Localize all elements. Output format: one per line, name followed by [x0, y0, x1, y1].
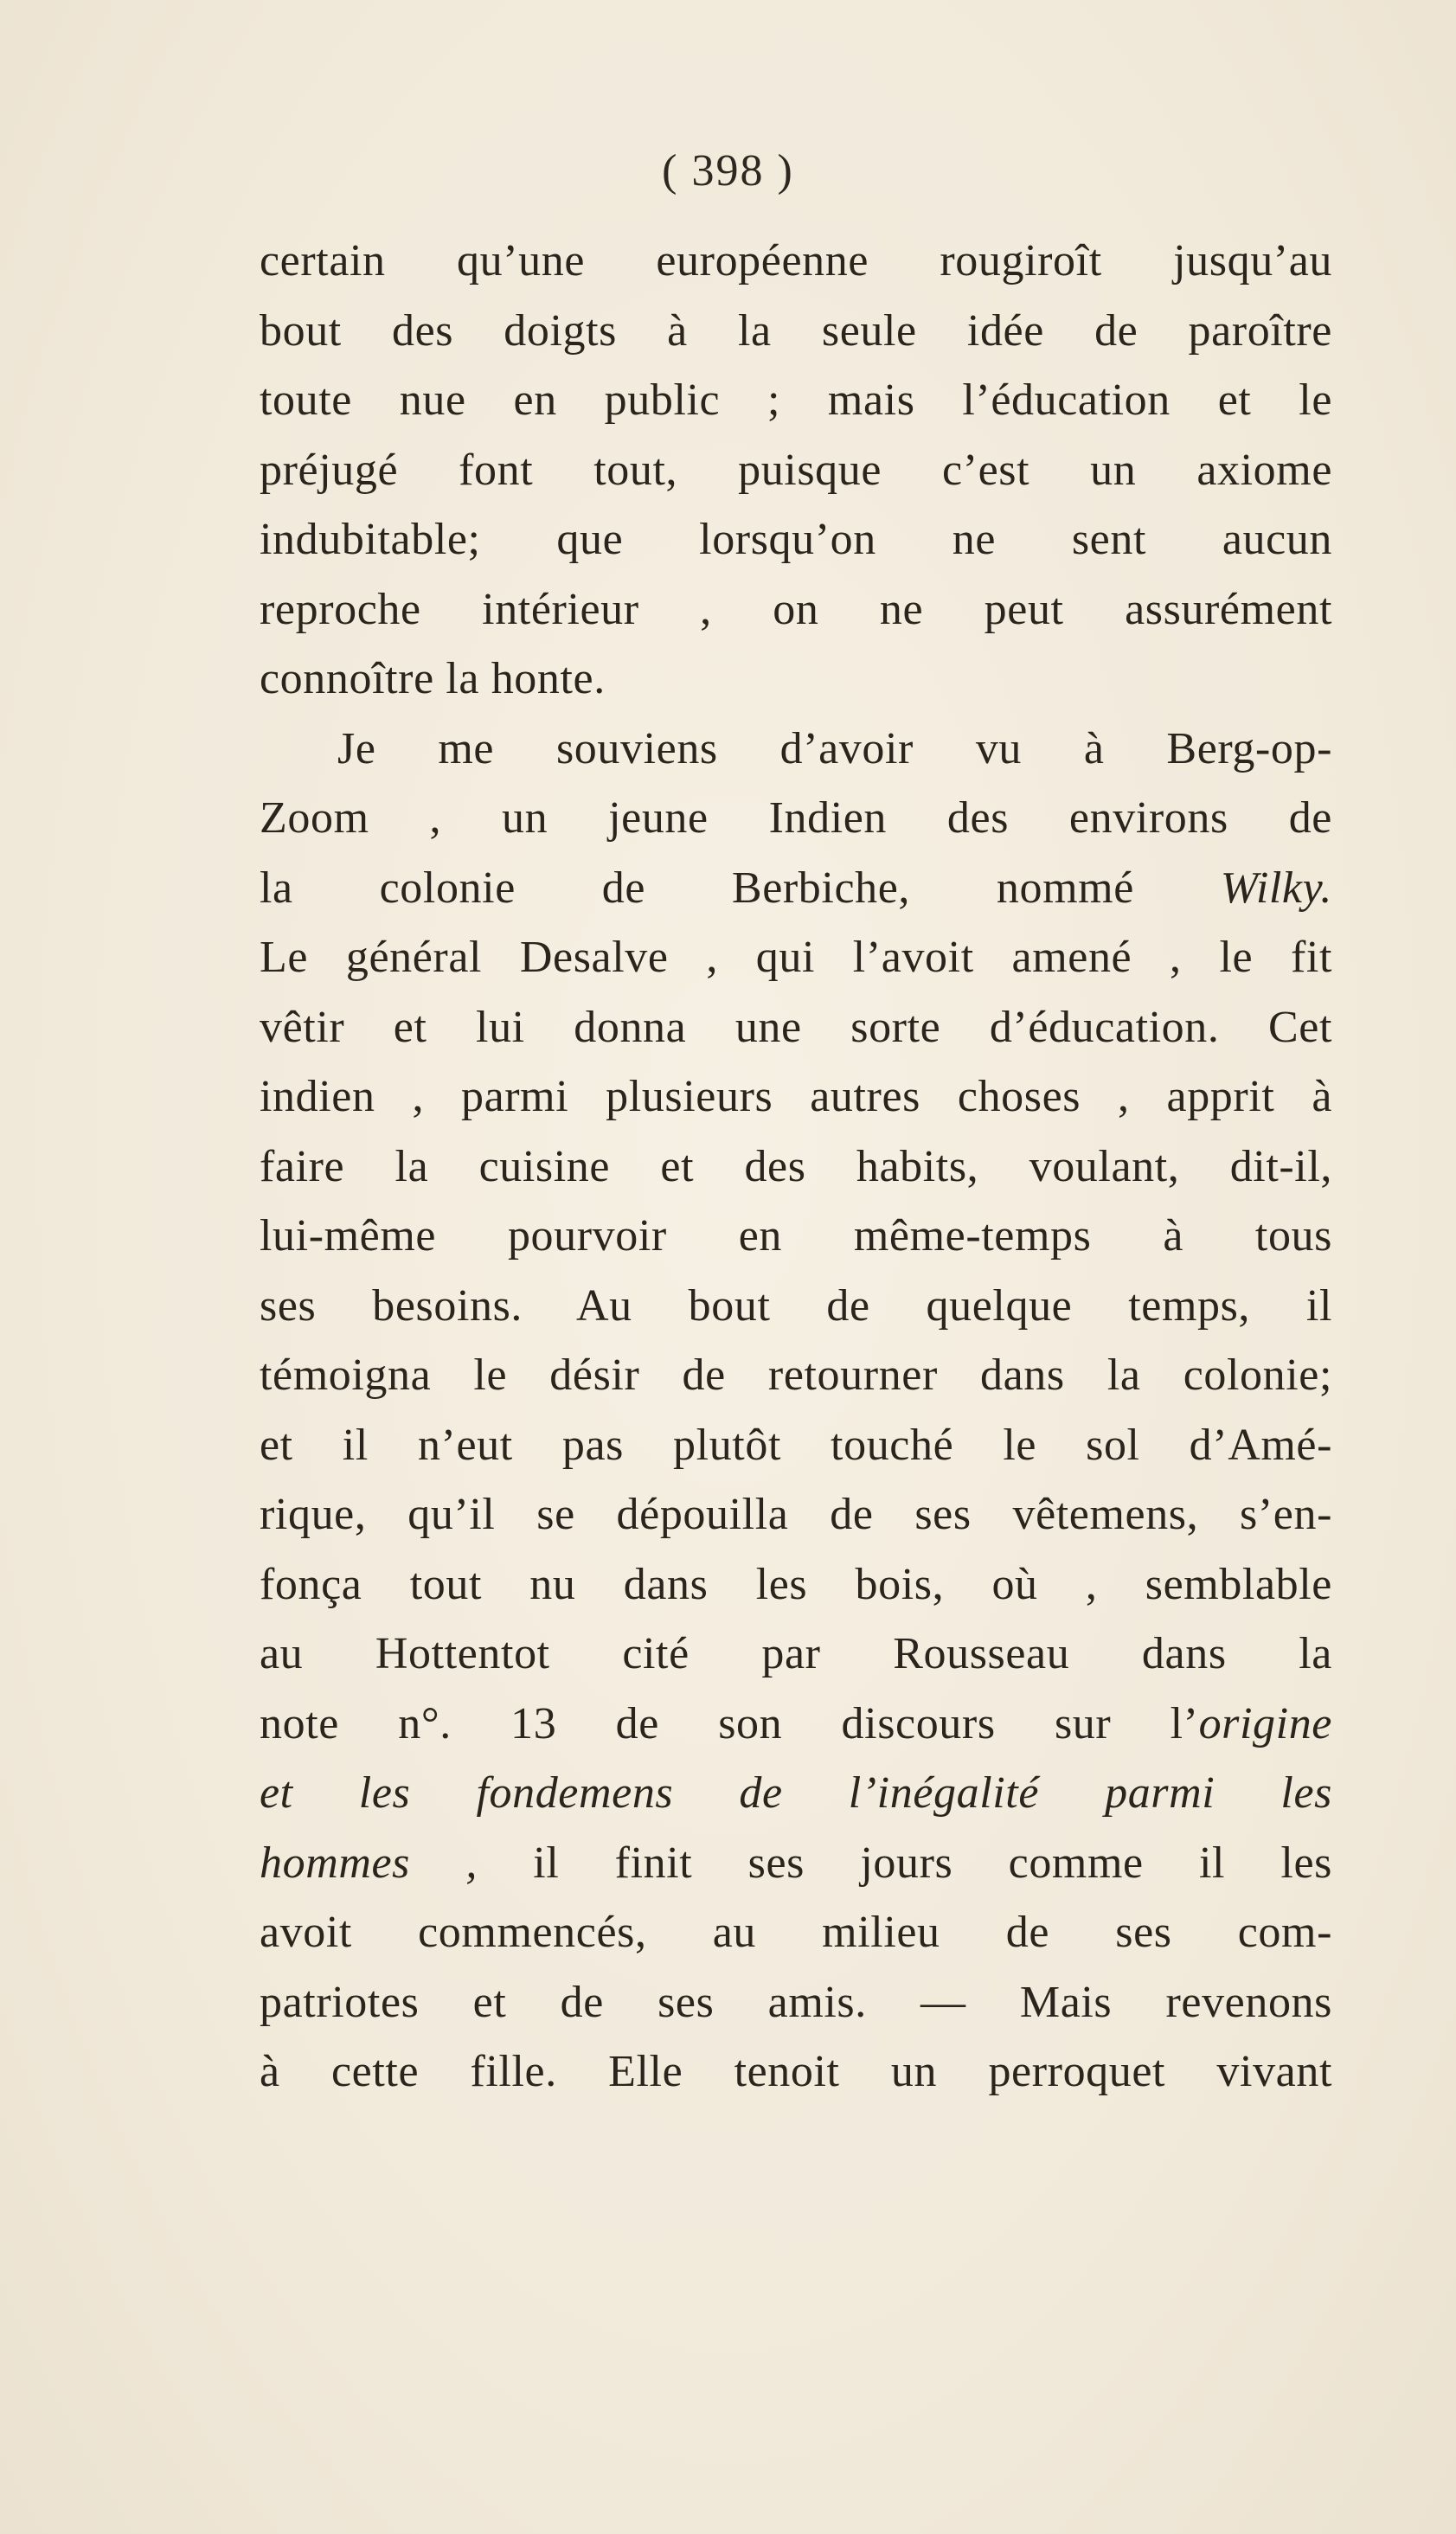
text-line: fonça tout nu dans les bois, où , semblable	[260, 1559, 1332, 1609]
text-line: et les fondemens de l’inégalité parmi les	[260, 1768, 1332, 1818]
text-line: témoigna le désir de retourner dans la colonie;	[260, 1350, 1332, 1400]
text-line: ses besoins. Au bout de quelque temps, il	[260, 1280, 1332, 1331]
text-line: toute nue en public ; mais l’éducation et le	[260, 375, 1332, 425]
text-line: vêtir et lui donna une sorte d’éducation. Cet	[260, 1002, 1332, 1052]
text-line: reproche intérieur , on ne peut assurément	[260, 584, 1332, 634]
text-line: rique, qu’il se dépouilla de ses vêtemens, s’en-	[260, 1490, 1332, 1539]
page-number: ( 398 )	[662, 146, 794, 196]
text-line: patriotes et de ses amis. — Mais revenons	[260, 1977, 1332, 2027]
text-line: Je me souviens d’avoir vu à Berg-op-	[337, 723, 1332, 773]
text-line: Zoom , un jeune Indien des environs de	[260, 793, 1332, 843]
text-line: indien , parmi plusieurs autres choses , apprit à	[260, 1072, 1332, 1121]
text-line: Le général Desalve , qui l’avoit amené , le fit	[260, 933, 1332, 982]
text-line: lui-même pourvoir en même-temps à tous	[260, 1211, 1332, 1261]
text-line: hommes , il finit ses jours comme il les	[260, 1838, 1332, 1888]
text-line: au Hottentot cité par Rousseau dans la	[260, 1629, 1332, 1678]
text-line: certain qu’une européenne rougiroît jusqu’au	[260, 236, 1332, 285]
text-line: et il n’eut pas plutôt touché le sol d’Amé-	[260, 1420, 1332, 1470]
text-line: à cette fille. Elle tenoit un perroquet vivant	[260, 2047, 1332, 2096]
text-line: indubitable; que lorsqu’on ne sent aucun	[260, 515, 1332, 564]
text-line: avoit commencés, au milieu de ses com-	[260, 1908, 1332, 1957]
text-line: faire la cuisine et des habits, voulant, dit-il,	[260, 1141, 1332, 1191]
body-text	[260, 227, 1332, 2107]
text-line: connoître la honte.	[260, 654, 606, 703]
text-line: note n°. 13 de son discours sur l’origine	[260, 1698, 1332, 1748]
text-line: bout des doigts à la seule idée de paroître	[260, 305, 1332, 356]
text-line: la colonie de Berbiche, nommé Wilky.	[260, 863, 1332, 913]
text-line: préjugé font tout, puisque c’est un axiome	[260, 445, 1332, 495]
